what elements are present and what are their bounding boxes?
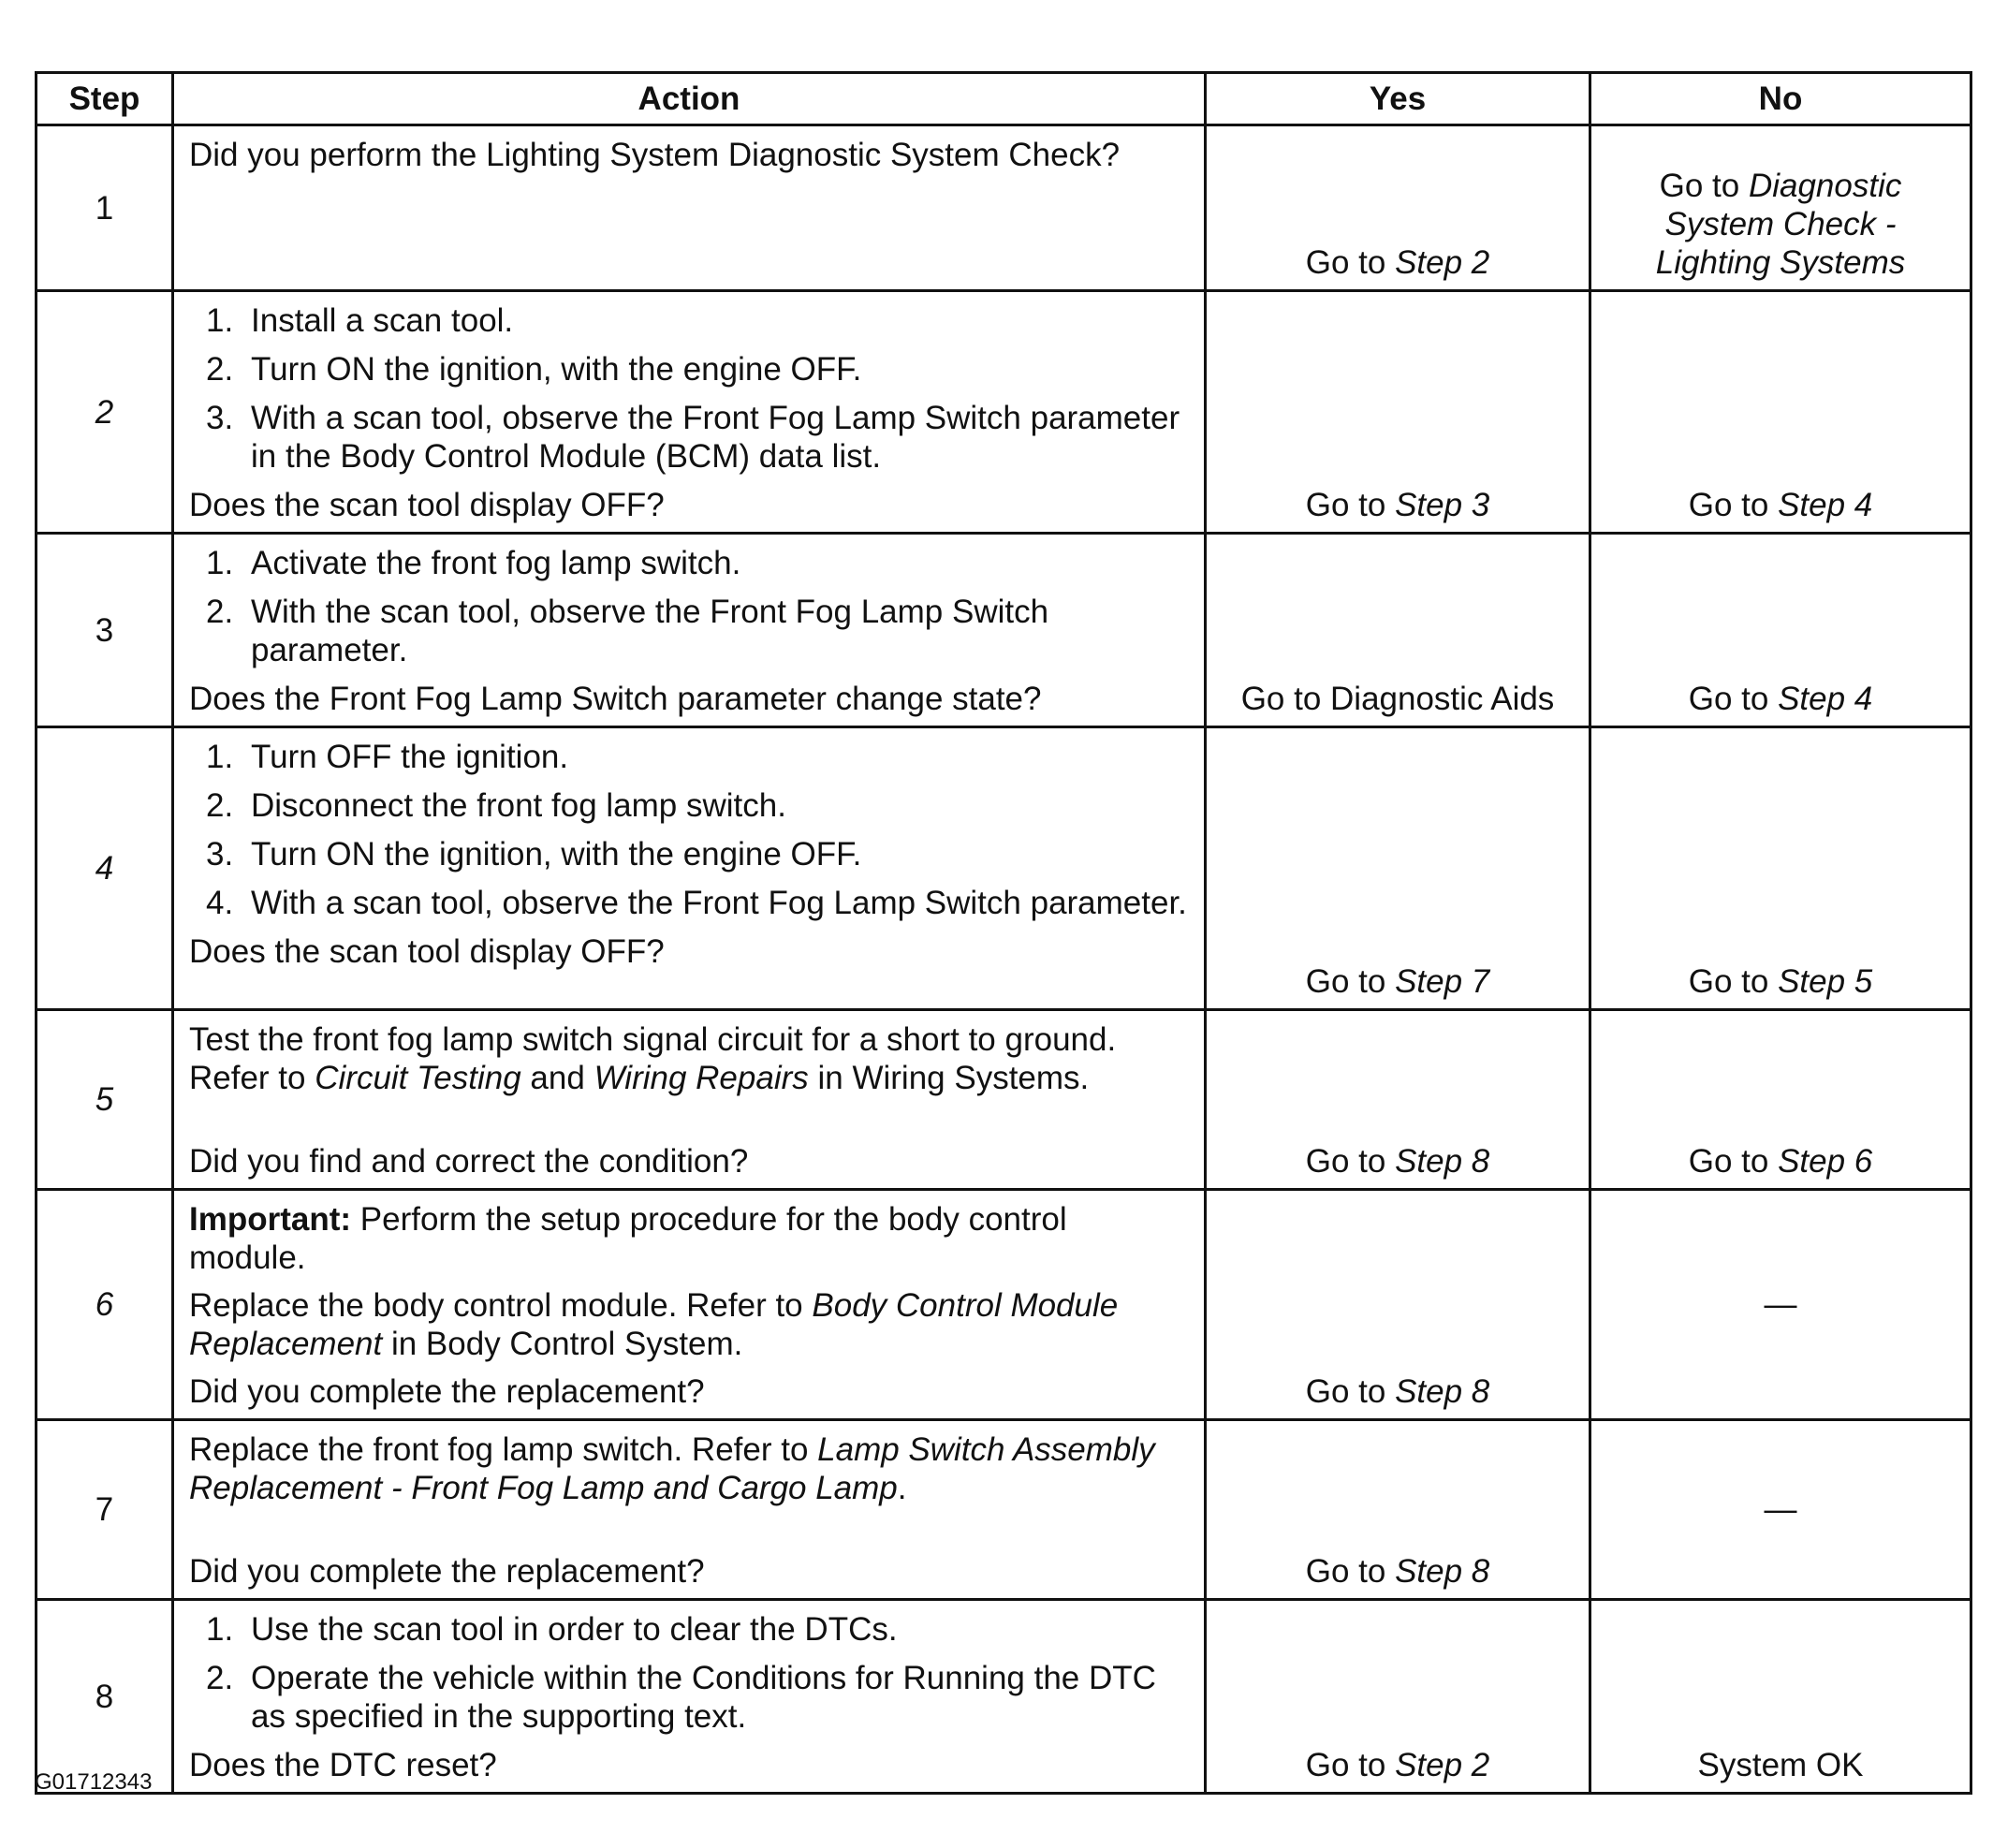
no-target-link[interactable]: Step 6 bbox=[1778, 1143, 1873, 1180]
step-number: 4 bbox=[37, 727, 173, 1010]
no-target-link-line2[interactable]: System Check - bbox=[1664, 206, 1897, 242]
no-cell: Go to Step 4 bbox=[1590, 534, 1971, 727]
table-row bbox=[37, 291, 1971, 534]
no-target-link[interactable]: Step 4 bbox=[1778, 487, 1873, 523]
action-step-item: 1. Use the scan tool in order to clear the DTCs. bbox=[206, 1611, 898, 1648]
table-row bbox=[37, 1010, 1971, 1190]
table-row bbox=[37, 1420, 1971, 1600]
step-number: 2 bbox=[37, 291, 173, 534]
step-number: 8 bbox=[37, 1600, 173, 1794]
no-cell bbox=[1590, 1600, 1971, 1794]
step-number: 6 bbox=[37, 1190, 173, 1420]
yes-cell: Go to Step 8 bbox=[1206, 1420, 1590, 1600]
reference-link[interactable]: Lamp Switch Assembly Replacement - Front Fog Lamp and Cargo Lamp bbox=[189, 1431, 1155, 1506]
table-row bbox=[37, 1600, 1971, 1794]
action-step-item: 1. Activate the front fog lamp switch. bbox=[206, 545, 741, 581]
yes-target-link[interactable]: Step 8 bbox=[1395, 1553, 1490, 1590]
action-cell bbox=[173, 1010, 1206, 1190]
action-text: Replace the body control module. Refer to Body Control Module Replacement in Body Control System. bbox=[189, 1287, 1119, 1362]
yes-cell: Go to Step 7 bbox=[1206, 727, 1590, 1010]
no-target-link-line1[interactable]: Diagnostic bbox=[1748, 168, 1902, 204]
figure-id: G01712343 bbox=[35, 1769, 153, 1795]
action-question: Does the scan tool display OFF? bbox=[189, 487, 665, 523]
yes-target-link[interactable]: Step 3 bbox=[1395, 487, 1490, 523]
action-step-item: 1. Turn OFF the ignition. bbox=[206, 739, 569, 775]
action-cell bbox=[173, 534, 1206, 727]
yes-target-link[interactable]: Step 2 bbox=[1395, 1747, 1490, 1783]
action-question: Does the Front Fog Lamp Switch parameter change state? bbox=[189, 681, 1042, 717]
no-prefix: Go to bbox=[1659, 168, 1749, 204]
reference-link[interactable]: Wiring Repairs bbox=[594, 1060, 809, 1096]
header-row bbox=[37, 73, 1971, 125]
no-cell bbox=[1590, 125, 1971, 291]
no-cell bbox=[1590, 1190, 1971, 1420]
step-number: 1 bbox=[37, 125, 173, 291]
yes-prefix: Go to bbox=[1305, 244, 1396, 281]
action-step-item: 2. Turn ON the ignition, with the engine OFF. bbox=[206, 351, 862, 388]
yes-target-link[interactable]: Step 8 bbox=[1395, 1373, 1490, 1410]
no-result: System OK bbox=[1697, 1747, 1864, 1783]
action-step-item: 4. With a scan tool, observe the Front Fog Lamp Switch parameter. bbox=[206, 885, 1187, 921]
table-row bbox=[37, 1190, 1971, 1420]
no-target-link[interactable]: Step 4 bbox=[1778, 681, 1873, 717]
yes-cell: Go to Step 3 bbox=[1206, 291, 1590, 534]
action-step-item: 2. With the scan tool, observe the Front Fog Lamp Switch parameter. bbox=[206, 594, 1049, 668]
header-step: Step bbox=[37, 73, 173, 125]
action-text: Did you perform the Lighting System Diagnostic System Check? bbox=[189, 137, 1121, 173]
action-steps-list bbox=[189, 1610, 1189, 1736]
no-dash: — bbox=[1764, 1491, 1797, 1528]
no-cell: Go to Step 6 bbox=[1590, 1010, 1971, 1190]
action-steps-list bbox=[189, 301, 1189, 476]
yes-target-link[interactable]: Step 2 bbox=[1395, 244, 1490, 281]
no-target-link-line3[interactable]: Lighting Systems bbox=[1655, 244, 1906, 281]
yes-cell bbox=[1206, 534, 1590, 727]
action-text: Replace the front fog lamp switch. Refer to Lamp Switch Assembly Replacement - Front Fog Lamp and Cargo Lamp. bbox=[189, 1431, 1155, 1506]
action-question: Did you complete the replacement? bbox=[189, 1553, 705, 1590]
action-cell bbox=[173, 1600, 1206, 1794]
header-action: Action bbox=[173, 73, 1206, 125]
action-question: Did you find and correct the condition? bbox=[189, 1143, 749, 1180]
step-number: 5 bbox=[37, 1010, 173, 1190]
action-steps-list bbox=[189, 738, 1189, 922]
action-cell bbox=[173, 291, 1206, 534]
action-cell bbox=[173, 727, 1206, 1010]
table-row bbox=[37, 534, 1971, 727]
yes-cell: Go to Step 2 bbox=[1206, 1600, 1590, 1794]
no-dash: — bbox=[1764, 1286, 1797, 1323]
action-step-item: 3. Turn ON the ignition, with the engine OFF. bbox=[206, 836, 862, 873]
step-number: 7 bbox=[37, 1420, 173, 1600]
important-note: Important: Perform the setup procedure for the body control module. bbox=[189, 1201, 1067, 1276]
yes-cell: Go to Step 8 bbox=[1206, 1190, 1590, 1420]
action-step-item: 1. Install a scan tool. bbox=[206, 302, 514, 339]
reference-link[interactable]: Circuit Testing bbox=[315, 1060, 521, 1096]
no-cell bbox=[1590, 1420, 1971, 1600]
yes-cell bbox=[1206, 125, 1590, 291]
action-question: Does the scan tool display OFF? bbox=[189, 933, 665, 970]
action-cell bbox=[173, 1190, 1206, 1420]
action-question: Does the DTC reset? bbox=[189, 1747, 497, 1783]
step-number: 3 bbox=[37, 534, 173, 727]
action-cell bbox=[173, 125, 1206, 291]
header-yes: Yes bbox=[1206, 73, 1590, 125]
yes-target-link[interactable]: Step 8 bbox=[1395, 1143, 1490, 1180]
action-cell bbox=[173, 1420, 1206, 1600]
table-row bbox=[37, 727, 1971, 1010]
reference-link[interactable]: Body Control Module Replacement bbox=[189, 1287, 1119, 1362]
yes-cell: Go to Step 8 bbox=[1206, 1010, 1590, 1190]
no-cell: Go to Step 4 bbox=[1590, 291, 1971, 534]
action-question: Did you complete the replacement? bbox=[189, 1373, 705, 1410]
action-text: Test the front fog lamp switch signal circuit for a short to ground. Refer to Circuit Testing and Wiring Repairs in Wiring Systems. bbox=[189, 1021, 1117, 1096]
table-row bbox=[37, 125, 1971, 291]
yes-target-link[interactable]: Go to Diagnostic Aids bbox=[1240, 681, 1555, 717]
header-no: No bbox=[1590, 73, 1971, 125]
action-steps-list bbox=[189, 544, 1189, 669]
action-step-item: 2. Operate the vehicle within the Conditions for Running the DTC as specified in the supporting text. bbox=[206, 1660, 1156, 1735]
no-cell: Go to Step 5 bbox=[1590, 727, 1971, 1010]
yes-target-link[interactable]: Step 7 bbox=[1395, 963, 1490, 1000]
action-step-item: 2. Disconnect the front fog lamp switch. bbox=[206, 787, 786, 824]
action-step-item: 3. With a scan tool, observe the Front Fog Lamp Switch parameter in the Body Control Module (BCM) data list. bbox=[206, 400, 1180, 475]
no-target-link[interactable]: Step 5 bbox=[1778, 963, 1873, 1000]
diagnostic-table bbox=[35, 71, 1972, 1795]
